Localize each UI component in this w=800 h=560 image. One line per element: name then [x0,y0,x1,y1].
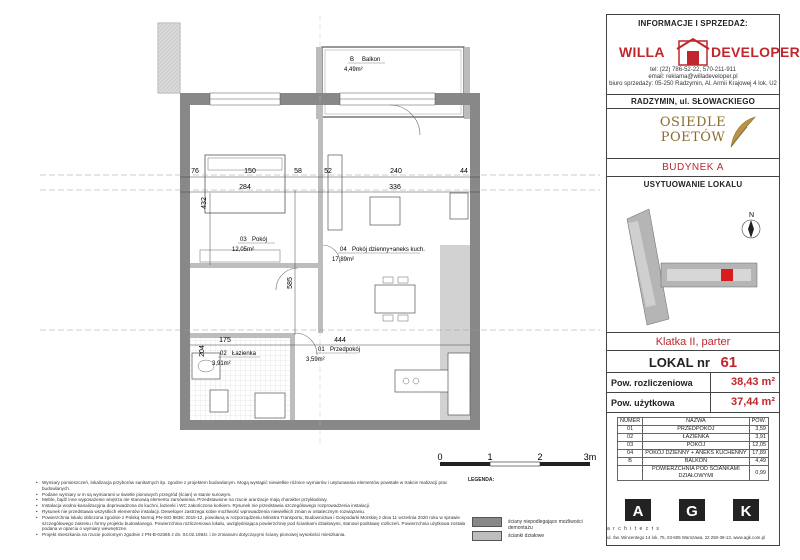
logo-left-text: WILLA [619,44,665,60]
room-area: 3,59 [749,426,768,434]
room-area: 4,49m² [344,67,363,73]
room-area: 12,05m² [232,247,255,253]
estate-line-1: OSIEDLE [659,115,727,130]
floor-plan [40,15,600,445]
dim-bath: 204 [199,345,206,357]
dim-top-4: 52 [324,168,332,175]
room-num: 03 [618,442,643,450]
room-area: 3,59m² [306,357,325,363]
room-area: 3,91m² [212,361,231,367]
room-name: Pokój [252,237,268,243]
room-num: 04 [340,247,347,253]
legend [468,477,604,543]
room-label-hall [306,347,360,363]
note-item: • Instalacja wodno-kanalizacyjna doprowadzona do kuchni, łazienki i WC zakończona korkiem. Rysunek nie przedstawia szczegółowego rozprowadzenia instalacji. [36,503,466,509]
note-item: • Powierzchnia lokalu obliczona zgodnie z Polską Normą PN-ISO 9836: 2015-12, powołaną w rozporządzeniu Ministra Transportu, Budownictwa i Gospodarki Morskiej z dnia 11 września 2020 roku w sprawie szczegółowego zakresu i formy projektu budowlanego. Powierzchnia rozliczeniowa lokalu, uwzględniająca powierzchnię pod ściankami działowymi, stanowi podstawę rozliczeń. Powierzchnia użytkowa została podana w oparciu o wymiary wewnętrzne. [36,515,466,532]
scale-label-1: 1 [487,452,493,462]
area-use-value: 37,44 m² [730,396,775,408]
note-item: • Projekt mieszkania na rzucie poziomym zgodnie z PN-B-02365 z dn. 04.02.1984r. i ze zmianami dotyczącymi ściany pionowej wysokości mieszkania. [36,532,466,538]
room-label-living [332,247,425,263]
unit-number: 61 [720,354,738,371]
sales-info [607,15,800,95]
table-row [618,466,769,481]
info-panel [606,14,800,546]
dim-top-1: 76 [191,168,199,175]
unit-label: LOKAL nr [648,355,710,370]
room-name: POKÓJ [643,442,749,450]
room-name: BALKON [643,458,749,466]
agk-letter-a: A [632,503,644,520]
room-num: 01 [618,426,643,434]
table-row [618,426,769,434]
dim-top-2: 150 [244,168,256,175]
room-area: 12,05 [749,442,768,450]
building-row [607,159,779,177]
notes-list [36,480,466,538]
staircase-text: Klatka II, parter [655,336,731,348]
note-item: • Podane wymiary w m są wymiarami w świetle pionowych przegród (ścian) w stanie surowym. [36,492,466,498]
room-name: Łazienka [232,351,257,357]
unit-row [607,351,779,373]
agk-subtitle: a r c h i t e c t s [607,526,660,532]
room-area: 3,91 [749,434,768,442]
rooms-table [617,417,769,481]
note-item: • Meble, bądź inne wyposażenie wnętrza nie stanowią elementu zamówienia. Przedstawione na rzucie aranżacje mają charakter przykładowy. [36,497,466,503]
legend-item-walls [468,517,604,529]
dim-left: 432 [201,197,208,209]
email-text: email: reklama@willadeveloper.pl [648,74,738,80]
feather-icon [727,115,757,149]
room-name: PRZEDPOKÓJ [643,426,749,434]
willa-developer-logo [617,37,800,67]
room-name: ŁAZIENKA [643,434,749,442]
legend-label: ściany niepodlegające możliwości demontażu [508,519,583,531]
dim-top-6: 44 [460,168,468,175]
compass-label: N [749,212,755,219]
col-header: NAZWA [643,418,749,426]
room-area: 0,99 [749,466,768,481]
room-label-balcony [344,57,385,73]
placement-section [607,177,779,333]
staircase-row [607,333,779,351]
room-area: 4,49 [749,458,768,466]
agk-logo-icon [615,497,771,523]
legend-swatch [472,531,502,541]
scale-label-0: 0 [437,452,443,462]
location-text: RADZYMIN, ul. SŁOWACKIEGO [630,97,756,106]
dim-bottom-1: 175 [219,337,231,344]
dim-center: 585 [287,277,294,289]
agk-letter-g: G [686,503,698,520]
room-num: 02 [618,434,643,442]
area-calc-label: Pow. rozliczeniowa [611,378,693,388]
legend-swatch [472,517,502,527]
sales-header: INFORMACJE I SPRZEDAŻ: [638,19,748,28]
logo-right-text: DEVELOPER [711,44,800,60]
area-use-row [607,393,779,413]
room-name: Pokój dzienny+aneks kuch. [352,247,425,253]
scale-bar [437,452,600,474]
col-header: NUMER [618,418,643,426]
dim-row2-2: 336 [389,184,401,191]
room-area: 17,89 [749,450,768,458]
room-num [618,466,643,481]
dim-top-3: 58 [294,168,302,175]
table-header-row [618,418,769,426]
agk-address: ul. Św. Wincentego 14 lok. 75, 03-505 Warszawa, 22 250-39-13, www.agk.com.pl [607,535,765,540]
dim-bottom-2: 444 [334,337,346,344]
note-item: • Wymiary pomieszczeń, lokalizacja przyborów sanitarnych itp. zgodne z projektem budowlanym. Mogą wystąpić niewielkie różnice wymiarów i usytuowania elementów powstałe w trakcie realizacji prac budowlanych. [36,480,466,492]
estate-logo [607,109,779,159]
scale-label-2: 2 [537,452,543,462]
location-row [607,95,779,109]
legend-title: LEGENDA: [468,477,495,483]
area-calc-value: 38,43 m² [730,376,775,388]
architect-logo [607,495,779,545]
col-header: POW. [749,418,768,426]
phone-text: tel: (22) 786-52-22, 570-211-911 [650,67,736,73]
room-name: POKÓJ DZIENNY + ANEKS KUCHENNY [643,450,749,458]
room-num: B [350,57,355,63]
room-area: 17,89m² [332,257,355,263]
room-name: POWIERZCHNIA POD ŚCIANKAMI DZIAŁOWYMI [643,466,749,481]
area-calc-row [607,373,779,393]
area-use-label: Pow. użytkowa [611,398,675,408]
table-row [618,450,769,458]
room-name: Balkon [362,57,381,63]
room-num: 02 [220,351,227,357]
office-text: biuro sprzedaży: 05-250 Radzymin, Al. Armii Krajowej 4 lok. U2 [609,81,777,87]
legend-item-partitions [468,531,604,543]
room-num: 04 [618,450,643,458]
estate-line-2: POETÓW [660,130,726,145]
room-num: 01 [318,347,325,353]
dim-top-5: 240 [390,168,402,175]
room-num: 03 [240,237,247,243]
table-row [618,434,769,442]
site-plan-map [617,199,769,327]
room-num: B [618,458,643,466]
legend-label: ścianki działowe [508,533,545,539]
room-name: Przedpokój [330,347,361,353]
agk-letter-k: K [740,503,752,520]
table-row [618,442,769,450]
note-item: • Rysunek nie przedstawia wszystkich elementów instalacji. Deweloper zastrzega sobie możliwość wprowadzenia niewielkich zmian w ostatecznym rozwiązaniu. [36,509,466,515]
scale-label-3: 3m [583,452,597,462]
dim-row2-1: 284 [239,184,251,191]
table-row [618,458,769,466]
placement-title: USYTUOWANIE LOKALU [643,180,743,189]
building-text: BUDYNEK A [662,162,724,173]
